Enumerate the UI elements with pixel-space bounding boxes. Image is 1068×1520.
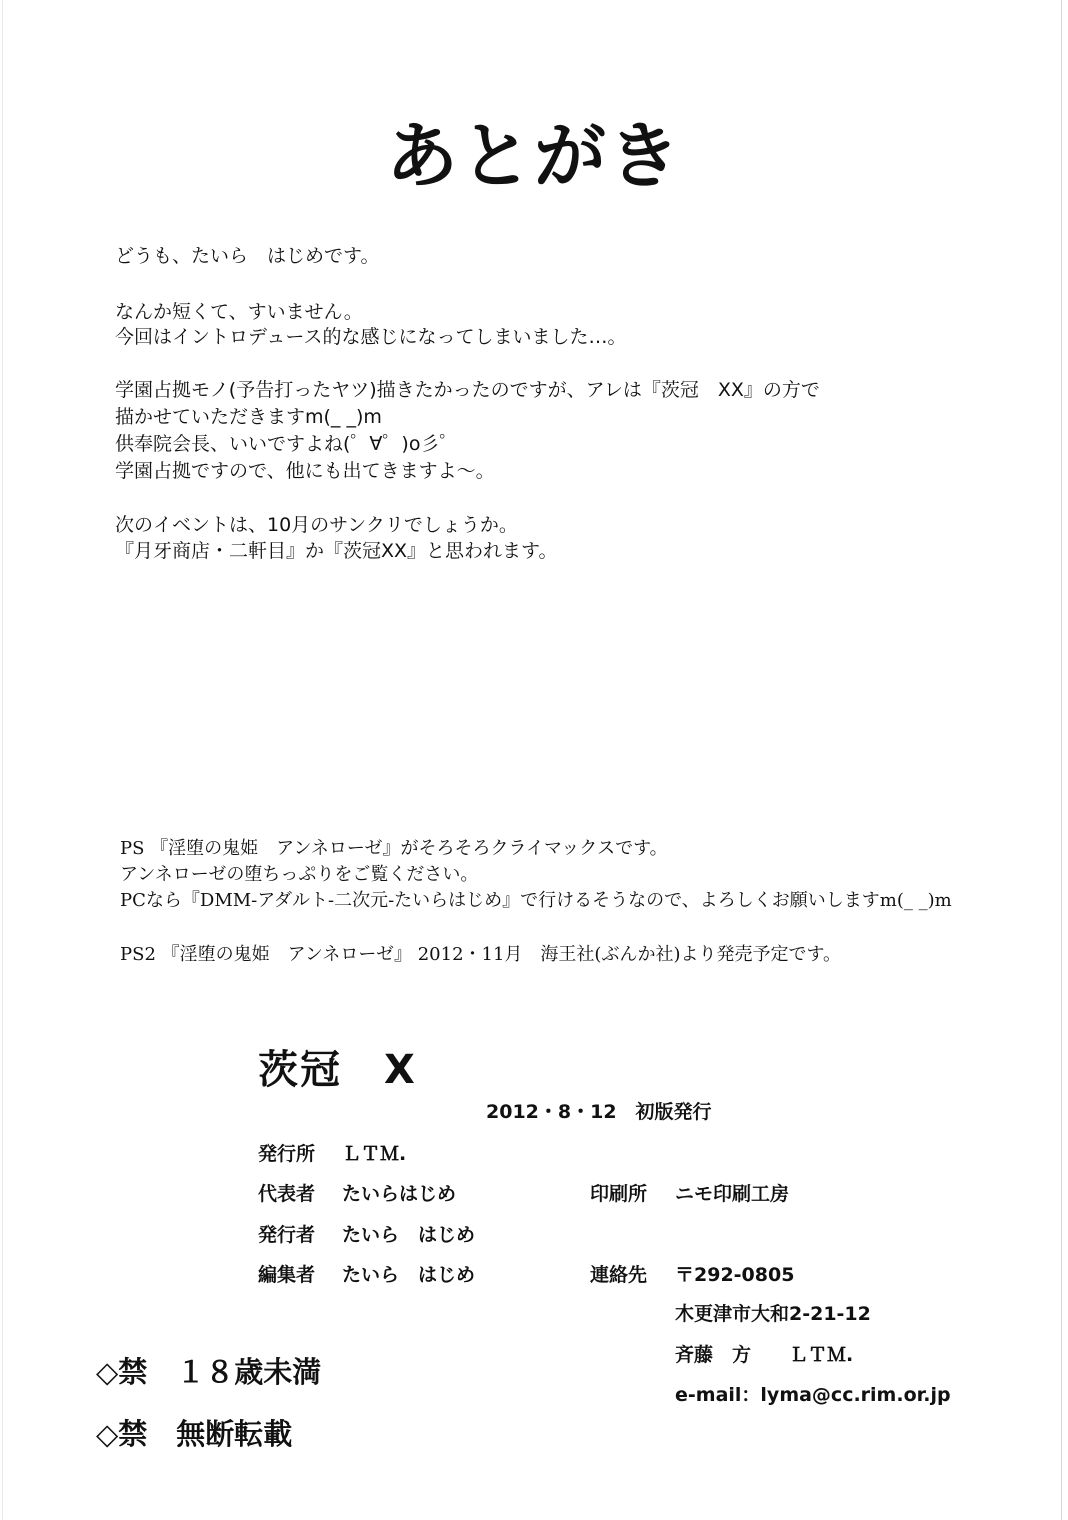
editor-label: 編集者 xyxy=(258,1264,316,1286)
body-line-2: なんか短くて、すいません。 xyxy=(115,301,363,323)
notice-age-restriction: ◇禁 １８歳未満 xyxy=(96,1355,322,1389)
issuer-label: 発行者 xyxy=(258,1224,316,1246)
contact-care-of: 斉藤 方 ＬＴＭ. xyxy=(675,1344,854,1366)
issuer-value: たいら はじめ xyxy=(342,1224,476,1246)
body-line-6: 供奉院会長、いいですよね(゜∀゜)o彡゜ xyxy=(115,433,459,455)
publisher-label: 発行所 xyxy=(258,1143,316,1165)
body-line-8: 次のイベントは、10月のサンクリでしょうか。 xyxy=(115,514,518,536)
notice-no-reproduction: ◇禁 無断転載 xyxy=(96,1417,293,1451)
representative-value: たいらはじめ xyxy=(342,1183,457,1205)
body-line-4: 学園占拠モノ(予告打ったヤツ)描きたかったのですが、アレは『茨冠 XX』の方で xyxy=(115,379,820,401)
ps-line-3: PCなら『DMM-アダルト-二次元-たいらはじめ』で行けるそうなので、よろしくお願いしますm(_ _)m xyxy=(120,890,952,911)
body-line-7: 学園占拠ですので、他にも出てきますよ〜。 xyxy=(115,460,495,482)
ps-line-1: PS 『淫堕の鬼姫 アンネローゼ』がそろそろクライマックスです。 xyxy=(120,838,668,859)
representative-label: 代表者 xyxy=(258,1183,316,1205)
page-edge-left xyxy=(2,0,3,1520)
contact-label: 連絡先 xyxy=(590,1264,648,1286)
editor-value: たいら はじめ xyxy=(342,1264,476,1286)
body-line-9: 『月牙商店・二軒目』か『茨冠XX』と思われます。 xyxy=(115,540,558,562)
body-line-5: 描かせていただきますm(_ _)m xyxy=(115,406,382,428)
contact-address: 木更津市大和2-21-12 xyxy=(675,1303,871,1325)
printer-value: ニモ印刷工房 xyxy=(675,1183,790,1205)
printer-label: 印刷所 xyxy=(590,1183,648,1205)
contact-postal: 〒292-0805 xyxy=(675,1264,795,1286)
ps-line-2: アンネローゼの堕ちっぷりをご覧ください。 xyxy=(120,864,479,885)
publisher-value: ＬＴＭ. xyxy=(342,1143,407,1165)
afterword-heading: あとがき xyxy=(385,114,682,198)
body-line-1: どうも、たいら はじめです。 xyxy=(115,245,380,267)
page-edge-right xyxy=(1061,0,1062,1520)
contact-email: e-mail：lyma@cc.rim.or.jp xyxy=(675,1384,951,1406)
body-line-3: 今回はイントロデュース的な感じになってしまいました…。 xyxy=(115,326,627,348)
colophon-title: 茨冠 X xyxy=(258,1047,417,1093)
ps-line-4: PS2 『淫堕の鬼姫 アンネローゼ』 2012・11月 海王社(ぶんか社)より発売予定です。 xyxy=(120,944,842,965)
publication-date: 2012・8・12 初版発行 xyxy=(486,1101,712,1123)
